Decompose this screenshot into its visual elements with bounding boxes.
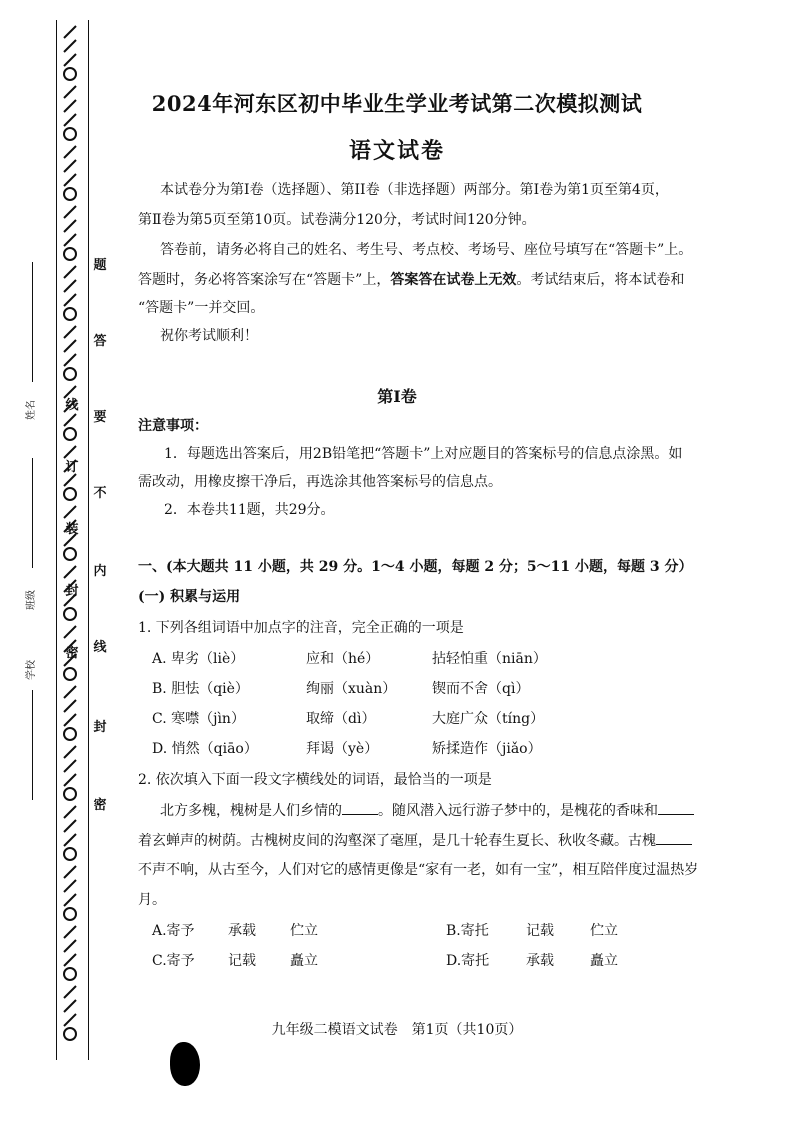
class-field-line: [32, 458, 33, 568]
pattern-circle: [64, 608, 76, 620]
pattern-slash: [64, 880, 76, 892]
notice-item-1b: 需改动，用橡皮擦干净后，再选涂其他答案标号的信息点。: [138, 474, 502, 490]
seal-char-xian-left: 线: [65, 398, 79, 413]
q2-passage-1a: 北方多槐，槐树是人们乡情的: [160, 803, 342, 819]
seal-char-bu: 不: [93, 486, 107, 501]
pattern-circle: [64, 188, 76, 200]
pattern-slash: [64, 354, 76, 366]
pattern-slash: [64, 220, 76, 232]
q2-passage-2a: 着玄蝉声的树荫。古槐树皮间的沟壑深了毫厘，是几十轮春生夏长、秋收冬藏。古槐: [138, 833, 656, 849]
intro-line-1: 本试卷分为第Ⅰ卷（选择题）、第II卷（非选择题）两部分。第Ⅰ卷为第1页至第4页，: [160, 182, 669, 198]
pattern-slash: [64, 1000, 76, 1012]
school-field-label: 学校: [26, 660, 37, 680]
q2-stem: 2. 依次填入下面一段文字横线处的词语，最恰当的一项是: [138, 772, 492, 788]
pattern-slash: [64, 774, 76, 786]
q2-option-b-1: B.寄托: [446, 923, 489, 939]
seal-char-zhuang-left: 装: [65, 522, 79, 537]
pattern-slash: [64, 834, 76, 846]
pattern-slash: [64, 700, 76, 712]
q2-blank-2: [658, 800, 694, 815]
notice-item-1a: 1．每题选出答案后，用2B铅笔把“答题卡”上对应题目的答案标号的信息点涂黑。如: [164, 446, 683, 462]
pattern-circle: [64, 68, 76, 80]
pattern-circle: [64, 548, 76, 560]
seal-char-feng-left: 封: [65, 584, 79, 599]
seal-char-xian: 线: [93, 640, 107, 655]
pattern-slash: [64, 954, 76, 966]
binding-line-right: [88, 20, 89, 1060]
pattern-slash: [64, 206, 76, 218]
q2-option-a-2: 承载: [228, 923, 256, 939]
pattern-slash: [64, 506, 76, 518]
ink-blot: [170, 1042, 200, 1086]
intro-line-2: 第Ⅱ卷为第5页至第10页。试卷满分120分，考试时间120分钟。: [138, 212, 536, 228]
q1-option-d-3: 矫揉造作（jiǎo）: [432, 741, 542, 757]
seal-char-ti: 题: [93, 258, 107, 273]
binding-pattern-left: [60, 22, 80, 1052]
q2-option-d-1: D.寄托: [446, 953, 490, 969]
q1-option-b-1: B. 胆怯（qiè）: [152, 681, 249, 697]
pattern-slash: [64, 414, 76, 426]
q2-option-c-2: 记载: [228, 953, 256, 969]
q2-option-b-2: 记载: [526, 923, 554, 939]
pattern-slash: [64, 760, 76, 772]
seal-char-da: 答: [93, 334, 107, 349]
q2-passage-line-2: [138, 830, 692, 851]
q2-passage-1b: 。随风潜入远行游子梦中的，是槐花的香味和: [378, 803, 658, 819]
pattern-slash: [64, 26, 76, 38]
pattern-slash: [64, 174, 76, 186]
intro-line-4-bold: 答案答在试卷上无效: [390, 272, 517, 288]
pattern-slash: [64, 266, 76, 278]
pattern-circle: [64, 248, 76, 260]
pattern-slash: [64, 474, 76, 486]
q2-passage-line-3: 不声不响，从古至今，人们对它的感情更像是“家有一老，如有一宝”，相互陪伴度过温热岁: [138, 862, 699, 878]
intro-line-4a: 答题时，务必将答案涂写在“答题卡”上，: [138, 272, 391, 288]
q2-option-d-3: 矗立: [590, 953, 618, 969]
q1-option-b-3: 锲而不舍（qì）: [432, 681, 530, 697]
pattern-slash: [64, 626, 76, 638]
exam-title: 2024年河东区初中毕业生学业考试第二次模拟测试: [151, 91, 643, 116]
pattern-circle: [64, 848, 76, 860]
q2-passage-line-4: 月。: [138, 892, 166, 908]
pattern-circle: [64, 308, 76, 320]
pattern-slash: [64, 714, 76, 726]
q2-blank-3: [656, 830, 692, 845]
sub-heading: (一) 积累与运用: [138, 589, 241, 605]
pattern-slash: [64, 40, 76, 52]
binding-line-left: [56, 20, 57, 1060]
pattern-circle: [64, 728, 76, 740]
pattern-slash: [64, 54, 76, 66]
seal-char-yao: 要: [93, 410, 107, 425]
intro-line-4: [138, 270, 684, 290]
q1-option-a-1: A. 卑劣（liè）: [152, 651, 245, 667]
binding-pattern-svg: [60, 22, 80, 1052]
pattern-slash: [64, 326, 76, 338]
q2-option-a-1: A.寄予: [152, 923, 195, 939]
q2-option-d-2: 承载: [526, 953, 554, 969]
q1-option-c-2: 取缔（dì）: [306, 711, 376, 727]
q1-stem: 1. 下列各组词语中加点字的注音，完全正确的一项是: [138, 620, 464, 636]
pattern-slash: [64, 806, 76, 818]
seal-char-nei: 内: [93, 564, 107, 579]
seal-char-mi: 密: [93, 798, 107, 813]
pattern-circle: [64, 668, 76, 680]
pattern-slash: [64, 686, 76, 698]
pattern-slash: [64, 894, 76, 906]
pattern-circle: [64, 788, 76, 800]
pattern-slash: [64, 340, 76, 352]
pattern-slash: [64, 294, 76, 306]
pattern-slash: [64, 866, 76, 878]
seal-char-ding-left: 订: [65, 460, 79, 475]
page-footer: 九年级二模语文试卷 第1页（共10页）: [271, 1022, 523, 1038]
q1-option-d-1: D. 悄然（qiāo）: [152, 741, 258, 757]
pattern-slash: [64, 746, 76, 758]
pattern-slash: [64, 234, 76, 246]
pattern-slash: [64, 280, 76, 292]
intro-line-6: 祝你考试顺利！: [160, 328, 258, 344]
q1-option-d-2: 拜谒（yè）: [306, 741, 379, 757]
pattern-circle: [64, 368, 76, 380]
pattern-slash: [64, 926, 76, 938]
q2-blank-1: [342, 800, 378, 815]
q1-option-c-1: C. 寒噤（jìn）: [152, 711, 245, 727]
seal-char-mi-left: 密: [65, 646, 79, 661]
pattern-slash: [64, 940, 76, 952]
pattern-slash: [64, 820, 76, 832]
pattern-circle: [64, 428, 76, 440]
pattern-slash: [64, 566, 76, 578]
name-field-label: 姓名: [26, 400, 37, 420]
intro-line-5: “答题卡”一并交回。: [138, 300, 265, 316]
q2-option-a-3: 伫立: [290, 923, 318, 939]
q1-option-a-3: 拈轻怕重（niān）: [432, 651, 547, 667]
part-heading: 一、(本大题共 11 小题，共 29 分。1～4 小题，每题 2 分；5～11 小题，每题 3 分）: [138, 559, 693, 575]
school-field-line: [32, 690, 33, 800]
q1-option-c-3: 大庭广众（tíng）: [432, 711, 545, 727]
q2-option-b-3: 伫立: [590, 923, 618, 939]
q2-passage-line-1: [160, 800, 694, 821]
intro-line-3: 答卷前，请务必将自己的姓名、考生号、考点校、考场号、座位号填写在“答题卡”上。: [160, 242, 693, 258]
q1-option-a-2: 应和（hé）: [306, 651, 380, 667]
class-field-label: 班级: [26, 590, 37, 610]
pattern-slash: [64, 986, 76, 998]
name-field-line: [32, 262, 33, 382]
seal-char-feng: 封: [93, 720, 107, 735]
notice-item-2: 2．本卷共11题，共29分。: [164, 502, 335, 518]
q2-option-c-3: 矗立: [290, 953, 318, 969]
intro-line-4c: 。考试结束后，将本试卷和: [516, 272, 685, 288]
pattern-circle: [64, 968, 76, 980]
q2-option-c-1: C.寄予: [152, 953, 195, 969]
notice-title: 注意事项：: [138, 418, 208, 434]
volume-heading: 第Ⅰ卷: [377, 387, 417, 406]
pattern-circle: [64, 488, 76, 500]
pattern-circle: [64, 908, 76, 920]
q1-option-b-2: 绚丽（xuàn）: [306, 681, 397, 697]
exam-subtitle: 语文试卷: [348, 138, 445, 164]
